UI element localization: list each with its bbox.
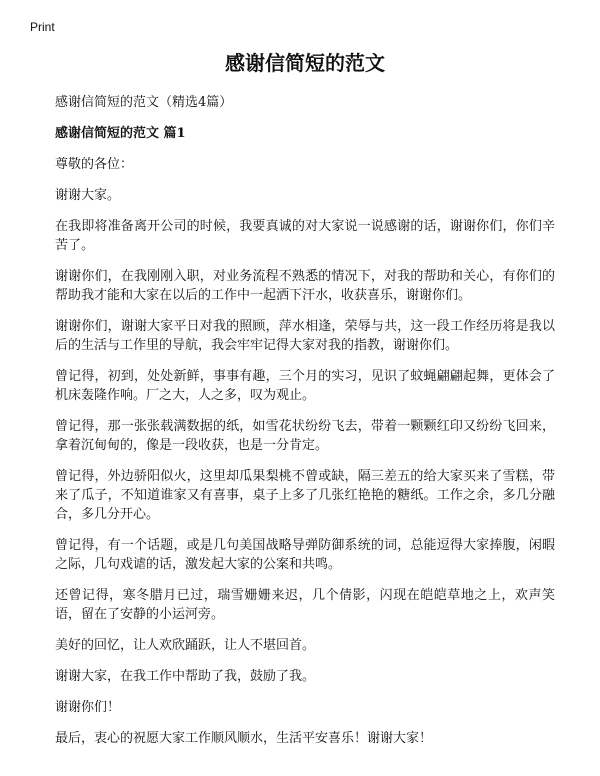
paragraph: 谢谢你们，谢谢大家平日对我的照顾，萍水相逢，荣辱与共，这一段工作经历将是我以后的生活与工作里的导航，我会牢牢记得大家对我的指教，谢谢你们。 <box>55 319 555 353</box>
paragraph: 曾记得，初到，处处新鲜，事事有趣，三个月的实习，见识了蚊蝇翩翩起舞，更体会了机床轰隆作响。厂之大，人之多，叹为观止。 <box>55 369 555 403</box>
paragraph: 谢谢你们，在我刚刚入职，对业务流程不熟悉的情况下，对我的帮助和关心，有你们的帮助我才能和大家在以后的工作中一起洒下汗水，收获喜乐，谢谢你们。 <box>55 269 555 303</box>
document-title: 感谢信简短的范文 <box>225 51 385 75</box>
paragraph: 曾记得，那一张张载满数据的纸，如雪花状纷纷飞去，带着一颗颗红印又纷纷飞回来，拿着沉甸甸的，像是一段收获，也是一分肯定。 <box>55 419 555 453</box>
document-page <box>55 48 555 760</box>
paragraph: 谢谢大家。 <box>55 188 121 203</box>
print-link[interactable]: Print <box>30 20 55 34</box>
paragraph: 还曾记得，寒冬腊月已过，瑞雪姗姗来迟，几个倩影，闪现在皑皑草地之上，欢声笑语，留在了安静的小运河旁。 <box>55 588 555 622</box>
paragraph-salutation: 尊敬的各位： <box>55 157 134 172</box>
paragraph: 曾记得，有一个话题，或是几句美国战略导弹防御系统的词，总能逗得大家捧腹，闲暇之际，几句戏谑的话，激发起大家的公案和共鸣。 <box>55 538 555 572</box>
paragraph: 在我即将准备离开公司的时候，我要真诚的对大家说一说感谢的话，谢谢你们，你们辛苦了。 <box>55 219 555 253</box>
section-title: 感谢信简短的范文 篇1 <box>55 126 186 141</box>
paragraph: 美好的回忆，让人欢欣踊跃，让人不堪回首。 <box>55 638 316 653</box>
paragraph: 曾记得，外边骄阳似火，这里却瓜果梨桃不曾或缺，隔三差五的给大家买来了雪糕，带来了瓜子，不知道谁家又有喜事，桌子上多了几张红艳艳的糖纸。工作之余，多几分融合，多几分开心。 <box>55 469 555 522</box>
paragraph: 谢谢大家，在我工作中帮助了我，鼓励了我。 <box>55 669 316 684</box>
paragraph-closing: 最后，衷心的祝愿大家工作顺风顺水，生活平安喜乐！谢谢大家！ <box>55 731 433 746</box>
document-subtitle: 感谢信简短的范文（精选4篇） <box>55 95 233 110</box>
paragraph: 谢谢你们！ <box>55 700 121 715</box>
